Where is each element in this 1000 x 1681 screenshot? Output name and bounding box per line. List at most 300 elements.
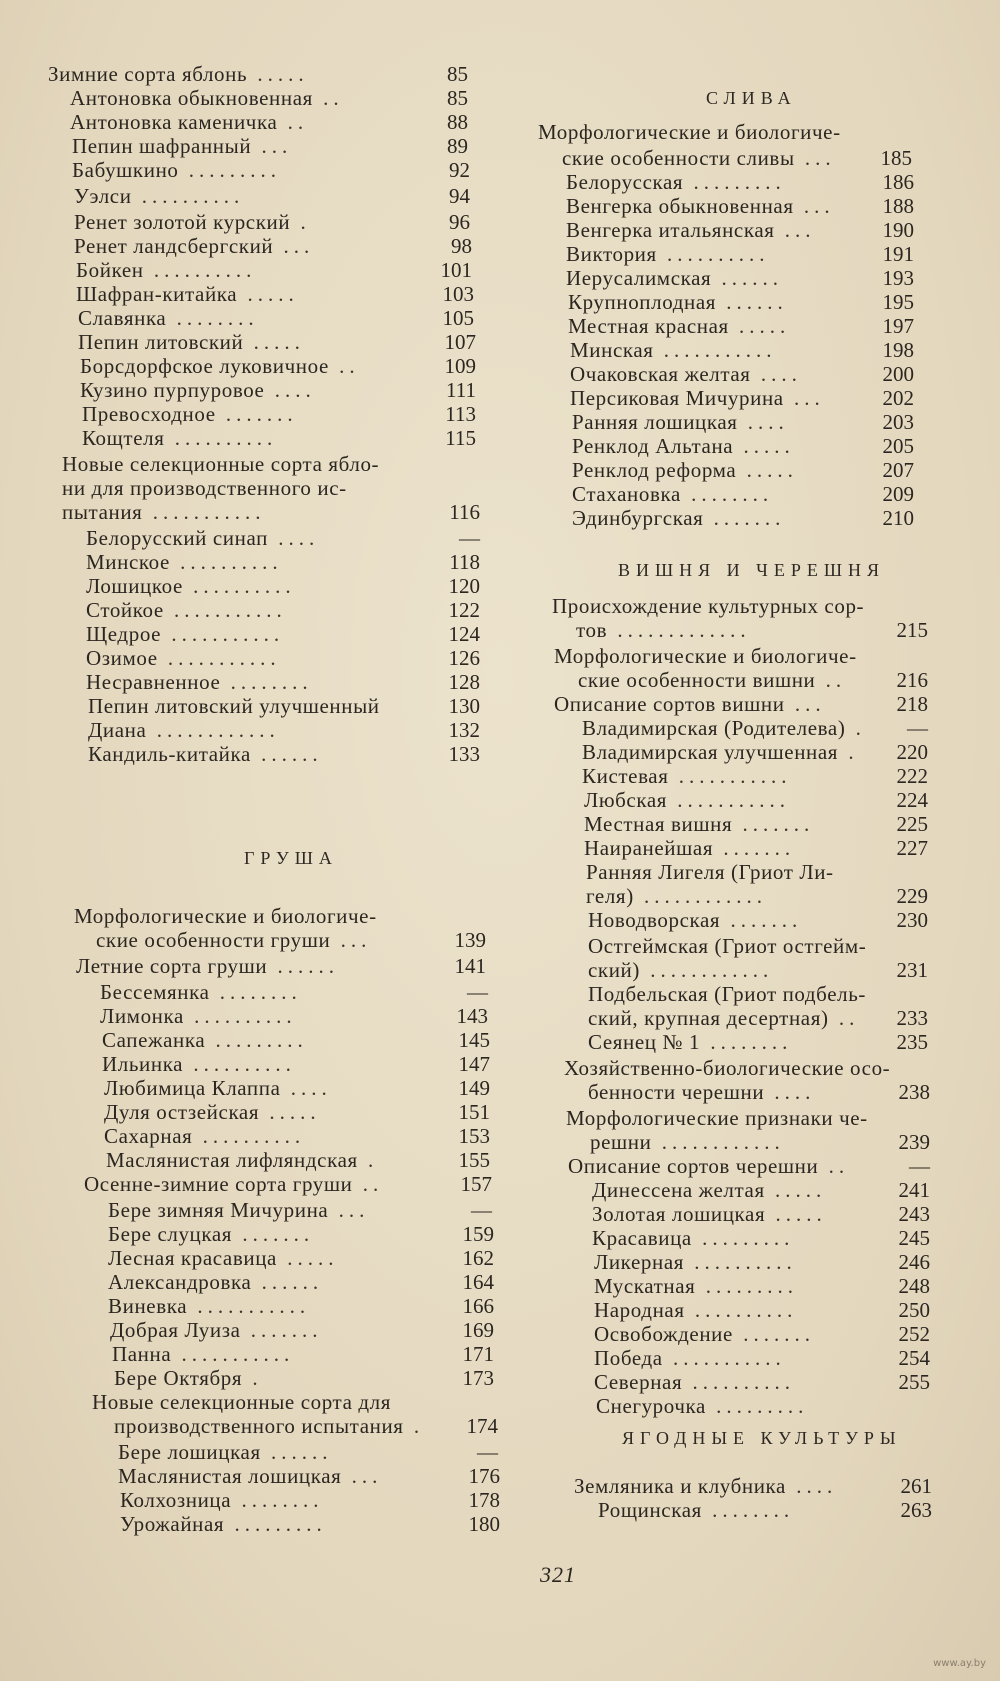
toc-leader-dots: ... bbox=[341, 1464, 383, 1488]
toc-leader-dots: ... bbox=[330, 928, 372, 952]
toc-entry-title: Описание сортов черешни bbox=[568, 1154, 819, 1178]
toc-leader-dots: ..... bbox=[765, 1202, 827, 1226]
toc-entry-title: Бере лошицкая bbox=[118, 1440, 261, 1464]
toc-entry bbox=[596, 1394, 808, 1418]
toc-entry-title: Динессена желтая bbox=[592, 1178, 765, 1202]
toc-entry-title: Новые селекционные сорта ябло- bbox=[62, 452, 380, 476]
toc-entry-title: Минская bbox=[570, 338, 654, 362]
toc-page-number: 200 bbox=[882, 362, 914, 386]
toc-entry bbox=[80, 378, 316, 402]
toc-entry-title: Кистевая bbox=[582, 764, 669, 788]
toc-entry-title: Ренклод реформа bbox=[572, 458, 737, 482]
toc-entry bbox=[86, 622, 284, 646]
toc-leader-dots: ... bbox=[273, 234, 315, 258]
toc-leader-dots: .... bbox=[750, 362, 802, 386]
toc-entry-title: Уэлси bbox=[74, 184, 132, 208]
toc-page-number: 89 bbox=[447, 134, 468, 158]
toc-entry bbox=[586, 860, 834, 884]
toc-entry bbox=[566, 1106, 868, 1130]
toc-page-number: 147 bbox=[458, 1052, 490, 1076]
toc-entry bbox=[584, 788, 790, 812]
toc-entry-title: Крупноплодная bbox=[568, 290, 717, 314]
toc-entry-title: Осенне-зимние сорта груши bbox=[84, 1172, 353, 1196]
toc-leader-dots: ..... bbox=[276, 1246, 339, 1270]
toc-page-number: 143 bbox=[456, 1004, 488, 1028]
toc-entry-title: Урожайная bbox=[120, 1512, 225, 1536]
toc-page-number: 185 bbox=[880, 146, 912, 170]
toc-leader-dots: ............ bbox=[146, 718, 280, 742]
toc-entry bbox=[576, 618, 751, 642]
toc-entry-title: Летние сорта груши bbox=[76, 954, 268, 978]
toc-page-number: 263 bbox=[900, 1498, 932, 1522]
toc-entry bbox=[566, 242, 770, 266]
toc-leader-dots: ....... bbox=[215, 402, 298, 426]
toc-leader-dots: .... bbox=[280, 1076, 332, 1100]
toc-leader-dots: ......... bbox=[705, 1394, 809, 1418]
toc-entry-title: ские особенности сливы bbox=[562, 146, 795, 170]
toc-entry bbox=[74, 184, 244, 208]
toc-leader-dots: ....... bbox=[732, 812, 815, 836]
toc-entry bbox=[588, 1030, 792, 1054]
toc-entry bbox=[594, 1370, 795, 1394]
toc-leader-dots: ............. bbox=[607, 618, 751, 642]
toc-entry bbox=[76, 258, 256, 282]
toc-leader-dots: ........ bbox=[220, 670, 313, 694]
toc-leader-dots: ........... bbox=[662, 1346, 786, 1370]
toc-entry-title: Ренет ландсбергский bbox=[74, 234, 274, 258]
toc-entry bbox=[100, 1004, 297, 1028]
toc-entry bbox=[588, 1080, 815, 1104]
toc-entry bbox=[82, 426, 277, 450]
toc-leader-dots: ... bbox=[783, 386, 825, 410]
toc-page-number: 255 bbox=[898, 1370, 930, 1394]
toc-leader-dots: ........ bbox=[209, 980, 302, 1004]
toc-entry bbox=[102, 1052, 296, 1076]
toc-entry-title: Местная вишня bbox=[584, 812, 733, 836]
toc-page-number: 186 bbox=[882, 170, 914, 194]
toc-leader-dots: .......... bbox=[143, 258, 257, 282]
toc-page-number: 109 bbox=[444, 354, 476, 378]
toc-entry-title: ские особенности груши bbox=[96, 928, 331, 952]
toc-page-number: 164 bbox=[462, 1270, 494, 1294]
toc-page-number: 126 bbox=[448, 646, 480, 670]
toc-entry bbox=[74, 210, 311, 234]
toc-entry-title: Антоновка обыкновенная bbox=[70, 86, 313, 110]
toc-entry-title: Морфологические и биологиче- bbox=[538, 120, 841, 144]
toc-page-number: 222 bbox=[896, 764, 928, 788]
toc-entry-title: Новые селекционные сорта для bbox=[92, 1390, 391, 1414]
toc-entry bbox=[584, 836, 795, 860]
toc-entry bbox=[582, 764, 791, 788]
toc-leader-dots: ..... bbox=[733, 434, 795, 458]
toc-entry bbox=[586, 884, 767, 908]
toc-leader-dots: .. bbox=[352, 1172, 384, 1196]
toc-leader-dots: ........... bbox=[187, 1294, 311, 1318]
toc-page-number: 94 bbox=[449, 184, 470, 208]
toc-page-number: 197 bbox=[882, 314, 914, 338]
toc-page-number: 96 bbox=[449, 210, 470, 234]
toc-entry bbox=[70, 110, 308, 134]
toc-page-number: 133 bbox=[448, 742, 480, 766]
toc-leader-dots: ....... bbox=[732, 1322, 815, 1346]
toc-page-number: 241 bbox=[898, 1178, 930, 1202]
toc-entry-title: Борсдорфское луковичное bbox=[80, 354, 329, 378]
toc-leader-dots: ......... bbox=[205, 1028, 308, 1052]
toc-entry-title: ские особенности вишни bbox=[578, 668, 816, 692]
toc-entry-title: Любимица Клаппа bbox=[104, 1076, 281, 1100]
toc-entry bbox=[76, 954, 339, 978]
toc-page-number: 128 bbox=[448, 670, 480, 694]
toc-entry bbox=[76, 282, 299, 306]
toc-entry bbox=[62, 476, 347, 500]
toc-entry-title: Бабушкино bbox=[72, 158, 179, 182]
toc-entry-title: Шафран-китайка bbox=[76, 282, 238, 306]
toc-leader-dots: ... bbox=[251, 134, 293, 158]
toc-entry bbox=[120, 1488, 323, 1512]
toc-leader-dots: . bbox=[403, 1414, 425, 1438]
toc-leader-dots: .......... bbox=[682, 1370, 795, 1394]
toc-entry-title: Виневка bbox=[108, 1294, 188, 1318]
toc-entry bbox=[566, 218, 816, 242]
toc-leader-dots: ..... bbox=[247, 62, 309, 86]
toc-entry bbox=[102, 1028, 308, 1052]
toc-page-number: — bbox=[471, 1198, 492, 1222]
toc-leader-dots: .......... bbox=[183, 1052, 296, 1076]
toc-entry bbox=[554, 692, 826, 716]
toc-entry bbox=[110, 1318, 323, 1342]
toc-entry-title: Несравненное bbox=[86, 670, 221, 694]
toc-page-number: 224 bbox=[896, 788, 928, 812]
toc-entry-title: Пепин литовский bbox=[78, 330, 244, 354]
toc-entry-title: Панна bbox=[112, 1342, 172, 1366]
toc-leader-dots: .. bbox=[818, 1154, 850, 1178]
watermark: www.ay.by bbox=[933, 1658, 986, 1669]
toc-leader-dots: ..... bbox=[237, 282, 299, 306]
toc-entry-title: Золотая лошицкая bbox=[592, 1202, 766, 1226]
toc-page-number: 116 bbox=[449, 500, 480, 524]
toc-leader-dots: ........ bbox=[166, 306, 259, 330]
toc-page-number: 216 bbox=[896, 668, 928, 692]
toc-page-number: 252 bbox=[898, 1322, 930, 1346]
toc-entry bbox=[114, 1414, 424, 1438]
toc-entry bbox=[72, 158, 281, 182]
toc-entry-title: производственного испытания bbox=[114, 1414, 404, 1438]
toc-entry bbox=[552, 594, 864, 618]
toc-entry bbox=[566, 170, 786, 194]
page-number: 321 bbox=[540, 1562, 576, 1587]
toc-page-number: 174 bbox=[466, 1414, 498, 1438]
toc-leader-dots: ...... bbox=[711, 266, 784, 290]
toc-page-number: 239 bbox=[898, 1130, 930, 1154]
toc-entry bbox=[84, 1172, 383, 1196]
toc-entry bbox=[106, 1148, 378, 1172]
toc-leader-dots: ....... bbox=[240, 1318, 323, 1342]
toc-entry bbox=[72, 134, 292, 158]
toc-entry bbox=[108, 1198, 369, 1222]
toc-leader-dots: .. bbox=[328, 354, 360, 378]
toc-entry-title: Земляника и клубника bbox=[574, 1474, 786, 1498]
toc-entry bbox=[572, 458, 798, 482]
toc-leader-dots: ............ bbox=[633, 884, 768, 908]
toc-leader-dots: ............ bbox=[651, 1130, 785, 1154]
toc-leader-dots: .......... bbox=[684, 1250, 797, 1274]
toc-page-number: — bbox=[907, 716, 928, 740]
toc-entry-title: Снегурочка bbox=[596, 1394, 706, 1418]
toc-page-number: 151 bbox=[458, 1100, 490, 1124]
toc-leader-dots: .......... bbox=[684, 1298, 798, 1322]
toc-page-number: 122 bbox=[448, 598, 480, 622]
toc-leader-dots: .......... bbox=[183, 1004, 297, 1028]
toc-entry-title: тов bbox=[576, 618, 608, 642]
toc-leader-dots: .......... bbox=[182, 574, 296, 598]
toc-entry-title: Морфологические признаки че- bbox=[566, 1106, 868, 1130]
toc-entry-title: Щедрое bbox=[86, 622, 162, 646]
section-heading: ВИШНЯ И ЧЕРЕШНЯ bbox=[618, 560, 886, 580]
toc-page-number: 130 bbox=[448, 694, 480, 718]
toc-page-number: 176 bbox=[468, 1464, 500, 1488]
toc-entry bbox=[574, 1474, 837, 1498]
toc-leader-dots: ... bbox=[793, 194, 835, 218]
toc-entry-title: Славянка bbox=[78, 306, 167, 330]
toc-entry-title: Антоновка каменичка bbox=[70, 110, 278, 134]
toc-entry bbox=[78, 306, 259, 330]
toc-entry-title: Зимние сорта яблонь bbox=[48, 62, 248, 86]
toc-entry bbox=[88, 694, 380, 718]
toc-entry-title: Венгерка обыкновенная bbox=[566, 194, 794, 218]
toc-page-number: 111 bbox=[446, 378, 476, 402]
toc-page-number: — bbox=[459, 526, 480, 550]
toc-entry-title: Хозяйственно-биологические осо- bbox=[564, 1056, 891, 1080]
toc-entry bbox=[578, 668, 846, 692]
toc-entry bbox=[572, 434, 795, 458]
toc-entry bbox=[566, 266, 783, 290]
toc-leader-dots: .......... bbox=[131, 184, 245, 208]
toc-leader-dots: ........... bbox=[667, 788, 791, 812]
toc-entry-title: Бере слуцкая bbox=[108, 1222, 233, 1246]
toc-page-number: 171 bbox=[462, 1342, 494, 1366]
toc-entry bbox=[62, 500, 265, 524]
toc-entry-title: Бере Октября bbox=[114, 1366, 243, 1390]
toc-page-number: 155 bbox=[458, 1148, 490, 1172]
toc-leader-dots: .... bbox=[785, 1474, 838, 1498]
toc-page-number: 250 bbox=[898, 1298, 930, 1322]
toc-leader-dots: ........... bbox=[171, 1342, 295, 1366]
toc-entry bbox=[86, 646, 281, 670]
toc-entry bbox=[104, 1100, 321, 1124]
toc-leader-dots: ........... bbox=[157, 646, 281, 670]
toc-entry bbox=[590, 1130, 785, 1154]
toc-entry-title: Дуля остзейская bbox=[104, 1100, 260, 1124]
toc-entry bbox=[108, 1294, 310, 1318]
toc-entry-title: Местная красная bbox=[568, 314, 729, 338]
toc-leader-dots: ....... bbox=[713, 836, 796, 860]
toc-page-number: 245 bbox=[898, 1226, 930, 1250]
toc-entry bbox=[562, 146, 836, 170]
section-heading: ГРУША bbox=[244, 848, 338, 868]
toc-entry bbox=[572, 506, 785, 530]
toc-page-number: 120 bbox=[448, 574, 480, 598]
toc-page-number: 139 bbox=[454, 928, 486, 952]
toc-entry-title: Народная bbox=[594, 1298, 685, 1322]
toc-entry bbox=[572, 482, 773, 506]
toc-leader-dots: ........... bbox=[142, 500, 266, 524]
toc-entry-title: Кощтеля bbox=[82, 426, 165, 450]
toc-leader-dots: .... bbox=[737, 410, 789, 434]
toc-leader-dots: ........ bbox=[701, 1498, 795, 1522]
toc-entry-title: геля) bbox=[586, 884, 634, 908]
toc-entry-title: Владимирская (Родителева) bbox=[582, 716, 846, 740]
toc-page-number: 227 bbox=[896, 836, 928, 860]
toc-leader-dots: . bbox=[845, 716, 866, 740]
toc-entry bbox=[588, 908, 802, 932]
toc-entry bbox=[108, 1222, 314, 1246]
toc-leader-dots: .......... bbox=[169, 550, 283, 574]
toc-page-number: 180 bbox=[468, 1512, 500, 1536]
toc-leader-dots: ...... bbox=[716, 290, 788, 314]
toc-leader-dots: ... bbox=[774, 218, 816, 242]
toc-leader-dots: ..... bbox=[764, 1178, 827, 1202]
toc-entry-title: Мускатная bbox=[594, 1274, 696, 1298]
toc-entry bbox=[100, 980, 302, 1004]
toc-leader-dots: .... bbox=[764, 1080, 816, 1104]
toc-leader-dots: ...... bbox=[267, 954, 339, 978]
toc-page-number: 215 bbox=[896, 618, 928, 642]
toc-leader-dots: .. bbox=[828, 1006, 860, 1030]
toc-leader-dots: ........... bbox=[161, 622, 285, 646]
toc-leader-dots: ...... bbox=[260, 1440, 333, 1464]
toc-leader-dots: ............ bbox=[640, 958, 774, 982]
toc-entry-title: Минское bbox=[86, 550, 170, 574]
toc-entry bbox=[554, 644, 857, 668]
toc-entry-title: Маслянистая лошицкая bbox=[118, 1464, 342, 1488]
toc-page-number: 85 bbox=[447, 62, 468, 86]
toc-leader-dots: ........... bbox=[653, 338, 777, 362]
toc-entry bbox=[74, 234, 314, 258]
toc-page-number: 233 bbox=[896, 1006, 928, 1030]
toc-entry-title: Ренет золотой курский bbox=[74, 210, 291, 234]
toc-entry bbox=[564, 1056, 890, 1080]
toc-leader-dots: ....... bbox=[703, 506, 786, 530]
toc-entry-title: пытания bbox=[62, 500, 143, 524]
toc-page-number: 169 bbox=[462, 1318, 494, 1342]
toc-leader-dots: ........ bbox=[680, 482, 774, 506]
toc-page-number: 246 bbox=[898, 1250, 930, 1274]
toc-entry bbox=[588, 934, 866, 958]
toc-leader-dots: .......... bbox=[656, 242, 770, 266]
toc-leader-dots: ........... bbox=[668, 764, 792, 788]
toc-entry-title: Владимирская улучшенная bbox=[582, 740, 839, 764]
toc-page-number: 132 bbox=[448, 718, 480, 742]
toc-entry-title: ский, крупная десертная) bbox=[588, 1006, 829, 1030]
toc-entry-title: Иерусалимская bbox=[566, 266, 712, 290]
toc-entry bbox=[104, 1124, 305, 1148]
toc-entry bbox=[70, 86, 344, 110]
toc-entry bbox=[568, 1154, 849, 1178]
toc-page-number: 238 bbox=[898, 1080, 930, 1104]
toc-entry-title: Маслянистая лифляндская bbox=[106, 1148, 358, 1172]
toc-entry-title: Добрая Луиза bbox=[110, 1318, 241, 1342]
toc-page-number: 205 bbox=[882, 434, 914, 458]
toc-entry bbox=[112, 1342, 294, 1366]
toc-page-number: 157 bbox=[460, 1172, 492, 1196]
toc-entry-title: Виктория bbox=[566, 242, 657, 266]
toc-page-number: 248 bbox=[898, 1274, 930, 1298]
toc-leader-dots: ...... bbox=[250, 742, 323, 766]
toc-leader-dots: ..... bbox=[259, 1100, 321, 1124]
toc-page-number: 153 bbox=[458, 1124, 490, 1148]
toc-page-number: 92 bbox=[449, 158, 470, 182]
toc-leader-dots: ..... bbox=[728, 314, 791, 338]
toc-entry bbox=[120, 1512, 327, 1536]
toc-entry-title: Сеянец № 1 bbox=[588, 1030, 701, 1054]
toc-leader-dots: ......... bbox=[691, 1226, 795, 1250]
toc-entry bbox=[118, 1464, 382, 1488]
toc-page-number: 261 bbox=[900, 1474, 932, 1498]
toc-page-number: 105 bbox=[442, 306, 474, 330]
toc-page-number: — bbox=[467, 980, 488, 1004]
toc-entry-title: Венгерка итальянская bbox=[566, 218, 775, 242]
toc-entry-title: Ликерная bbox=[594, 1250, 684, 1274]
toc-entry-title: Кузино пурпуровое bbox=[80, 378, 265, 402]
toc-entry bbox=[62, 452, 379, 476]
toc-entry-title: Лимонка bbox=[100, 1004, 184, 1028]
toc-entry bbox=[568, 290, 788, 314]
toc-leader-dots: ...... bbox=[251, 1270, 324, 1294]
toc-leader-dots: .......... bbox=[164, 426, 278, 450]
toc-entry-title: Освобождение bbox=[594, 1322, 733, 1346]
toc-page-number: 145 bbox=[458, 1028, 490, 1052]
toc-leader-dots: . bbox=[357, 1148, 379, 1172]
toc-leader-dots: .. bbox=[312, 86, 344, 110]
toc-entry-title: Сапежанка bbox=[102, 1028, 206, 1052]
toc-entry-title: Новодворская bbox=[588, 908, 721, 932]
toc-page-number: 198 bbox=[882, 338, 914, 362]
toc-leader-dots: . bbox=[290, 210, 311, 234]
toc-page-number: 190 bbox=[882, 218, 914, 242]
toc-leader-dots: .......... bbox=[192, 1124, 306, 1148]
toc-entry-title: Колхозница bbox=[120, 1488, 232, 1512]
toc-entry bbox=[592, 1178, 826, 1202]
toc-entry bbox=[108, 1246, 338, 1270]
toc-page-number: 141 bbox=[454, 954, 486, 978]
toc-page-number: 235 bbox=[896, 1030, 928, 1054]
toc-page-number: 254 bbox=[898, 1346, 930, 1370]
toc-page-number: 202 bbox=[882, 386, 914, 410]
toc-entry-title: Превосходное bbox=[82, 402, 216, 426]
toc-leader-dots: ... bbox=[794, 146, 836, 170]
toc-leader-dots: ......... bbox=[224, 1512, 327, 1536]
toc-page-number: 195 bbox=[882, 290, 914, 314]
toc-entry bbox=[572, 410, 789, 434]
toc-entry-title: Кандиль-китайка bbox=[88, 742, 251, 766]
toc-leader-dots: .... bbox=[264, 378, 316, 402]
toc-entry bbox=[582, 716, 866, 740]
toc-entry bbox=[88, 742, 323, 766]
section-heading: СЛИВА bbox=[706, 88, 797, 108]
toc-entry-title: Диана bbox=[88, 718, 147, 742]
toc-entry bbox=[570, 386, 825, 410]
toc-entry bbox=[592, 1226, 794, 1250]
toc-entry-title: Александровка bbox=[108, 1270, 252, 1294]
toc-entry-title: Северная bbox=[594, 1370, 683, 1394]
toc-entry bbox=[78, 330, 305, 354]
toc-entry bbox=[538, 120, 841, 144]
toc-entry bbox=[588, 982, 866, 1006]
toc-entry-title: Бере зимняя Мичурина bbox=[108, 1198, 329, 1222]
toc-entry-title: Победа bbox=[594, 1346, 663, 1370]
toc-entry-title: ни для производственного ис- bbox=[62, 476, 347, 500]
toc-entry-title: Стойкое bbox=[86, 598, 164, 622]
